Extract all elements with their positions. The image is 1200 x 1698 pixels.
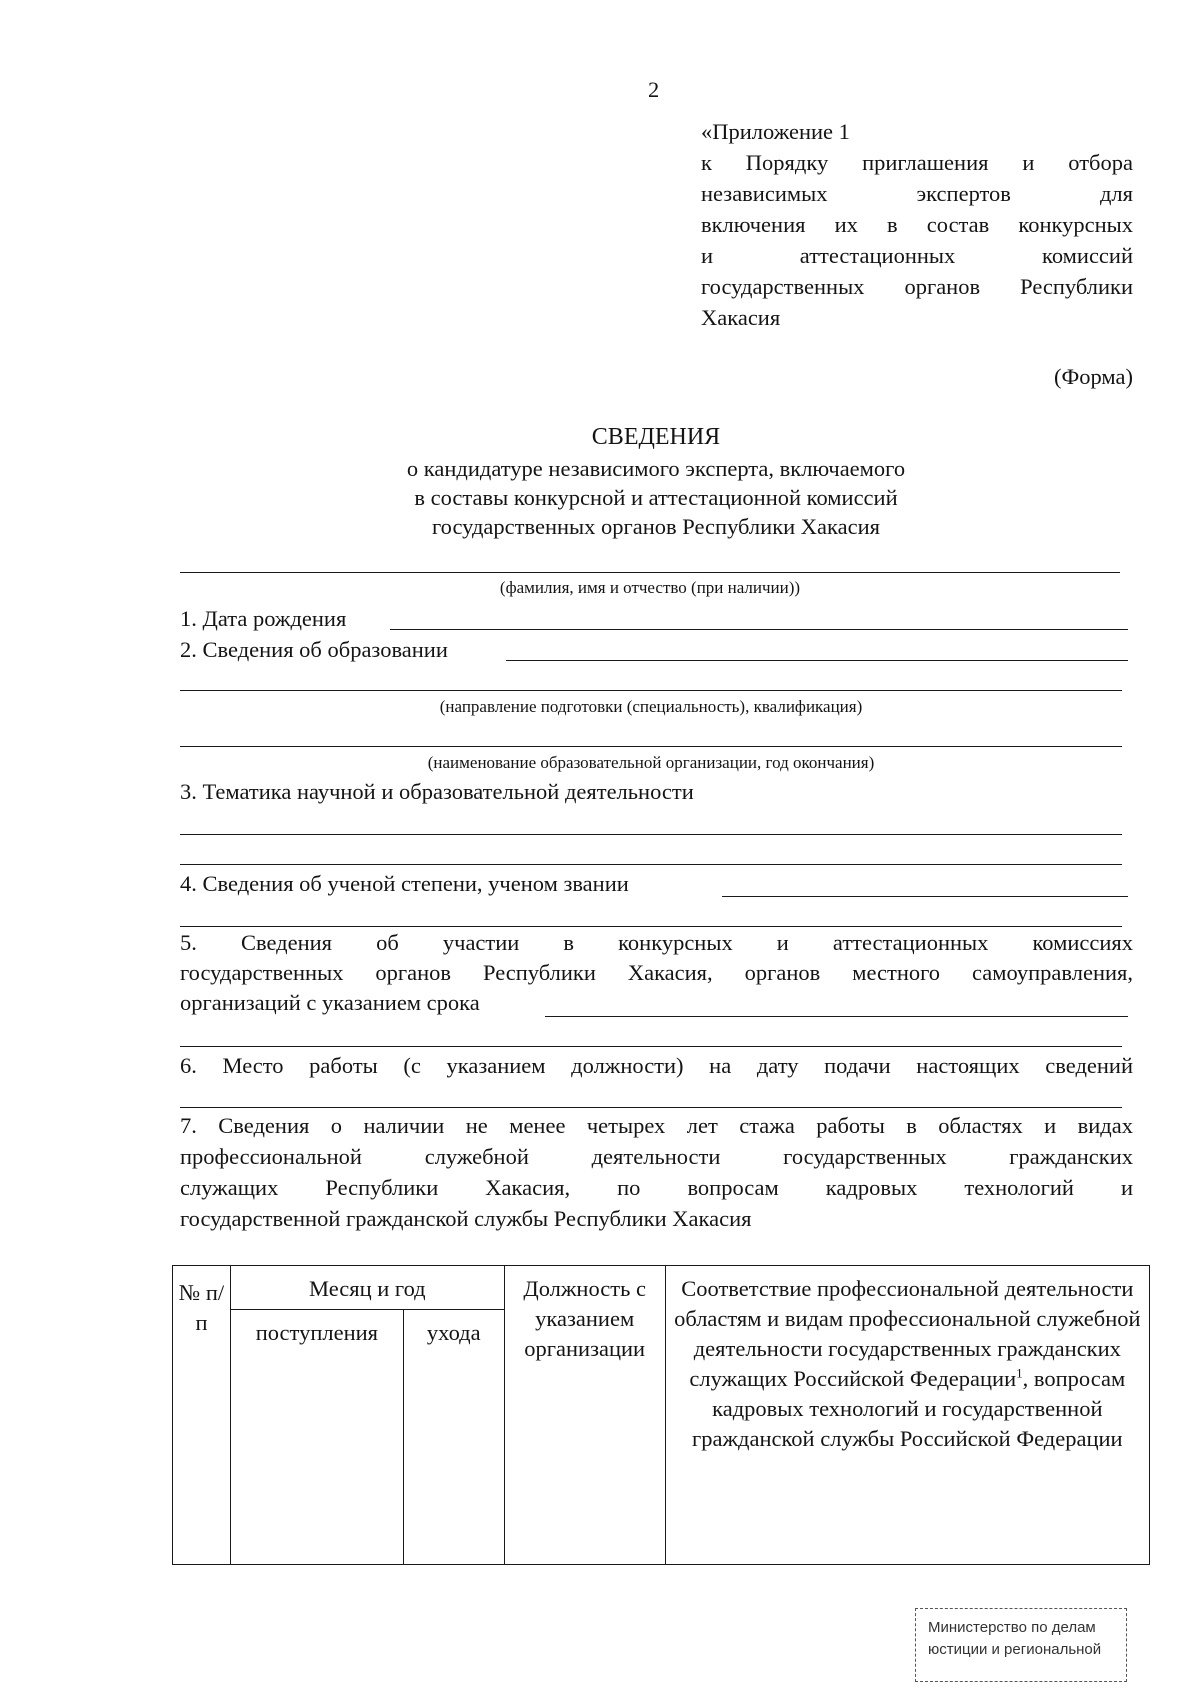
topics-label: 3. Тематика научной и образовательной деятельности <box>180 779 694 804</box>
experience-line: служащих Республики Хакасия, по вопросам кадровых технологий и <box>180 1175 1133 1200</box>
annex-line: государственных органов Республики <box>701 274 1133 299</box>
document-subtitle <box>180 455 1132 542</box>
degree-line-2[interactable] <box>180 926 1122 927</box>
degree-line[interactable] <box>722 896 1128 897</box>
document-title: СВЕДЕНИЯ <box>591 424 721 450</box>
org-line[interactable] <box>180 746 1122 747</box>
annex-line: включения их в состав конкурсных <box>701 212 1133 237</box>
experience-line: 7. Сведения о наличии не менее четырех лет стажа работы в областях и видах <box>180 1113 1133 1138</box>
stamp-line: Министерство по делам <box>928 1619 1096 1636</box>
commissions-line: 5. Сведения об участии в конкурсных и аттестационных комиссиях <box>180 930 1133 955</box>
commissions-line-input[interactable] <box>545 1016 1128 1017</box>
compliance-text: Соответствие профессиональной деятельности областям и видам профессиональной служебной деятельности государственных гражданских служащих Российской Федерации <box>674 1276 1141 1391</box>
topics-line[interactable] <box>180 864 1122 865</box>
annex-line: независимых экспертов для <box>701 181 1133 206</box>
header-exit: ухода <box>403 1310 504 1565</box>
footnote-mark: 1 <box>1016 1365 1023 1381</box>
birth-date-label: 1. Дата рождения <box>180 606 347 631</box>
subtitle-line: о кандидатуре независимого эксперта, включаемого <box>406 456 906 481</box>
workplace-label: 6. Место работы (с указанием должности) на дату подачи настоящих сведений <box>180 1053 1133 1078</box>
header-num: № п/п <box>173 1266 231 1565</box>
registration-stamp <box>915 1608 1127 1682</box>
annex-line: и аттестационных комиссий <box>701 243 1133 268</box>
fio-caption: (фамилия, имя и отчество (при наличии)) <box>499 578 801 597</box>
experience-table <box>172 1265 1150 1565</box>
header-position: Должность с указанием организации <box>504 1266 665 1565</box>
degree-label: 4. Сведения об ученой степени, ученом звании <box>180 871 629 896</box>
education-label: 2. Сведения об образовании <box>180 637 448 662</box>
annex-line: к Порядку приглашения и отбора <box>701 150 1133 175</box>
annex-line: Хакасия <box>701 305 781 330</box>
annex-title: «Приложение 1 <box>701 119 850 144</box>
header-entry: поступления <box>230 1310 403 1565</box>
subtitle-line: государственных органов Республики Хакасия <box>431 514 880 539</box>
specialty-caption: (направление подготовки (специальность), квалификация) <box>439 697 863 716</box>
experience-line: профессиональной служебной деятельности государственных гражданских <box>180 1144 1133 1169</box>
header-compliance <box>665 1266 1149 1565</box>
commissions-block <box>180 929 1133 1019</box>
form-label: (Форма) <box>1054 364 1133 389</box>
workplace-line[interactable] <box>180 1107 1122 1108</box>
stamp-line: юстиции и региональной <box>928 1641 1102 1658</box>
topics-line[interactable] <box>180 834 1122 835</box>
experience-line: государственной гражданской службы Республики Хакасия <box>180 1206 752 1231</box>
commissions-line: организаций с указанием срока <box>180 990 480 1015</box>
page-number: 2 <box>648 77 660 102</box>
header-month-year: Месяц и год <box>230 1266 504 1310</box>
specialty-line[interactable] <box>180 690 1122 691</box>
fio-line <box>180 572 1120 573</box>
commissions-line-input-2[interactable] <box>180 1046 1122 1047</box>
education-line[interactable] <box>506 660 1128 661</box>
compliance-text-end: , вопросам кадровых технологий и государственной гражданской службы Российской Федерации <box>692 1366 1126 1451</box>
annex-block <box>701 118 1133 335</box>
commissions-line: государственных органов Республики Хакасия, органов местного самоуправления, <box>180 960 1133 985</box>
experience-block <box>180 1112 1133 1236</box>
subtitle-line: в составы конкурсной и аттестационной комиссий <box>414 485 898 510</box>
birth-date-line[interactable] <box>390 629 1128 630</box>
org-caption: (наименование образовательной организации, год окончания) <box>427 753 875 772</box>
